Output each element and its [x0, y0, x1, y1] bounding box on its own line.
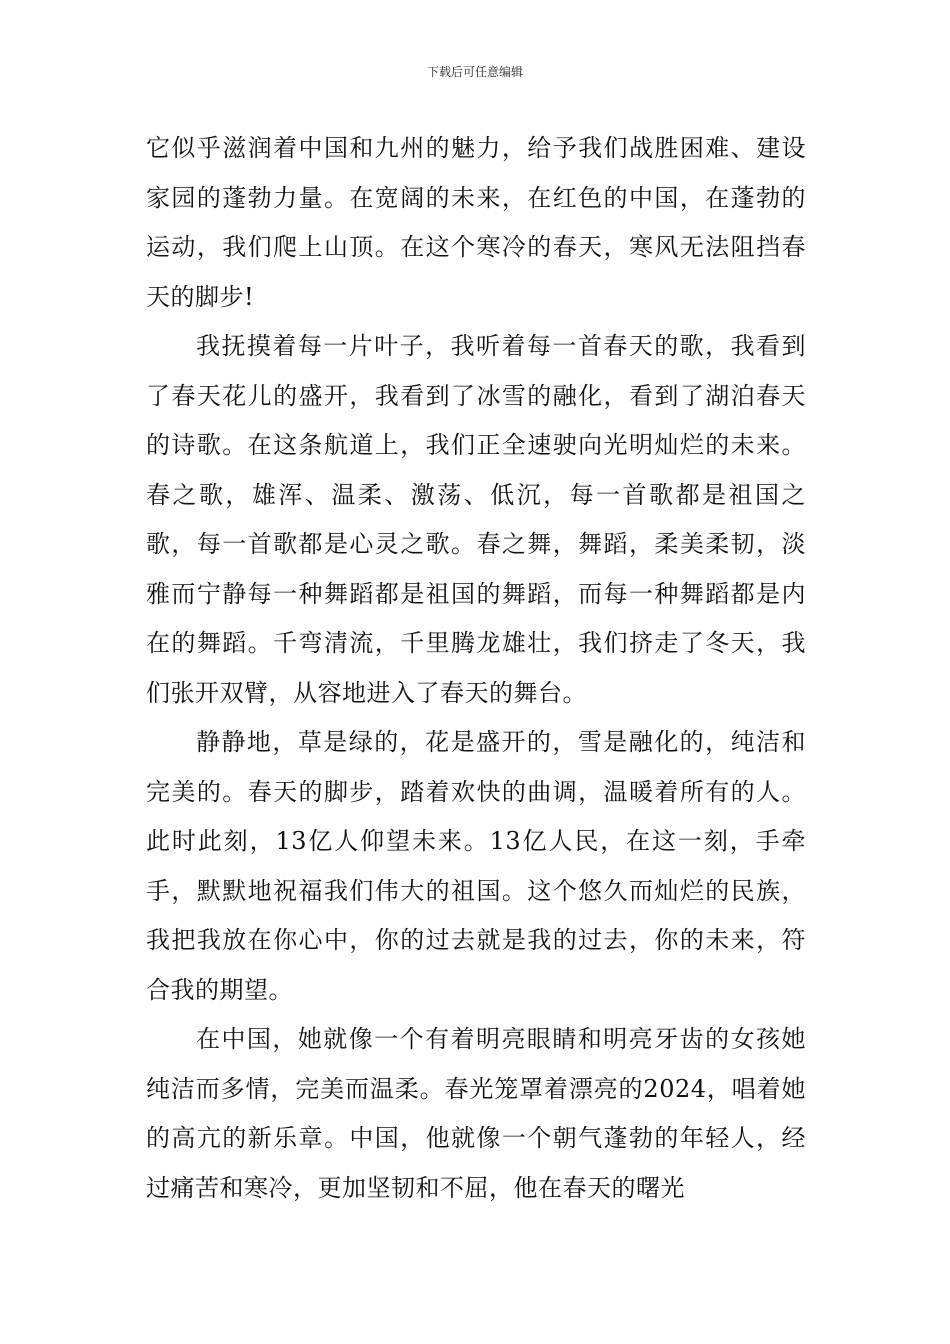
page-header-note: 下载后可任意编辑 [426, 65, 523, 79]
document-body [146, 124, 806, 1213]
paragraph-4: 在中国，她就像一个有着明亮眼睛和明亮牙齿的女孩她纯洁而多情，完美而温柔。春光笼罩着漂亮的2024，唱着她的高亢的新乐章。中国，他就像一个朝气蓬勃的年轻人，经过痛苦和寒冷，更加坚韧和不屈，他在春天的曙光 [146, 1025, 806, 1202]
paragraph-3: 静静地，草是绿的，花是盛开的，雪是融化的，纯洁和完美的。春天的脚步，踏着欢快的曲调，温暖着所有的人。此时此刻，13亿人仰望未来。13亿人民，在这一刻，手牵手，默默地祝福我们伟大的祖国。这个悠久而灿烂的民族，我把我放在你心中，你的过去就是我的过去，你的未来，符合我的期望。 [146, 728, 806, 1004]
paragraph-1: 它似乎滋润着中国和九州的魅力，给予我们战胜困难、建设家园的蓬勃力量。在宽阔的未来，在红色的中国，在蓬勃的运动，我们爬上山顶。在这个寒冷的春天，寒风无法阻挡春天的脚步! [146, 134, 806, 311]
paragraph-2: 我抚摸着每一片叶子，我听着每一首春天的歌，我看到了春天花儿的盛开，我看到了冰雪的融化，看到了湖泊春天的诗歌。在这条航道上，我们正全速驶向光明灿烂的未来。春之歌，雄浑、温柔、激荡、低沉，每一首歌都是祖国之歌，每一首歌都是心灵之歌。春之舞，舞蹈，柔美柔韧，淡雅而宁静每一种舞蹈都是祖国的舞蹈，而每一种舞蹈都是内在的舞蹈。千弯清流，千里腾龙雄壮，我们挤走了冬天，我们张开双臂，从容地进入了春天的舞台。 [146, 332, 806, 707]
